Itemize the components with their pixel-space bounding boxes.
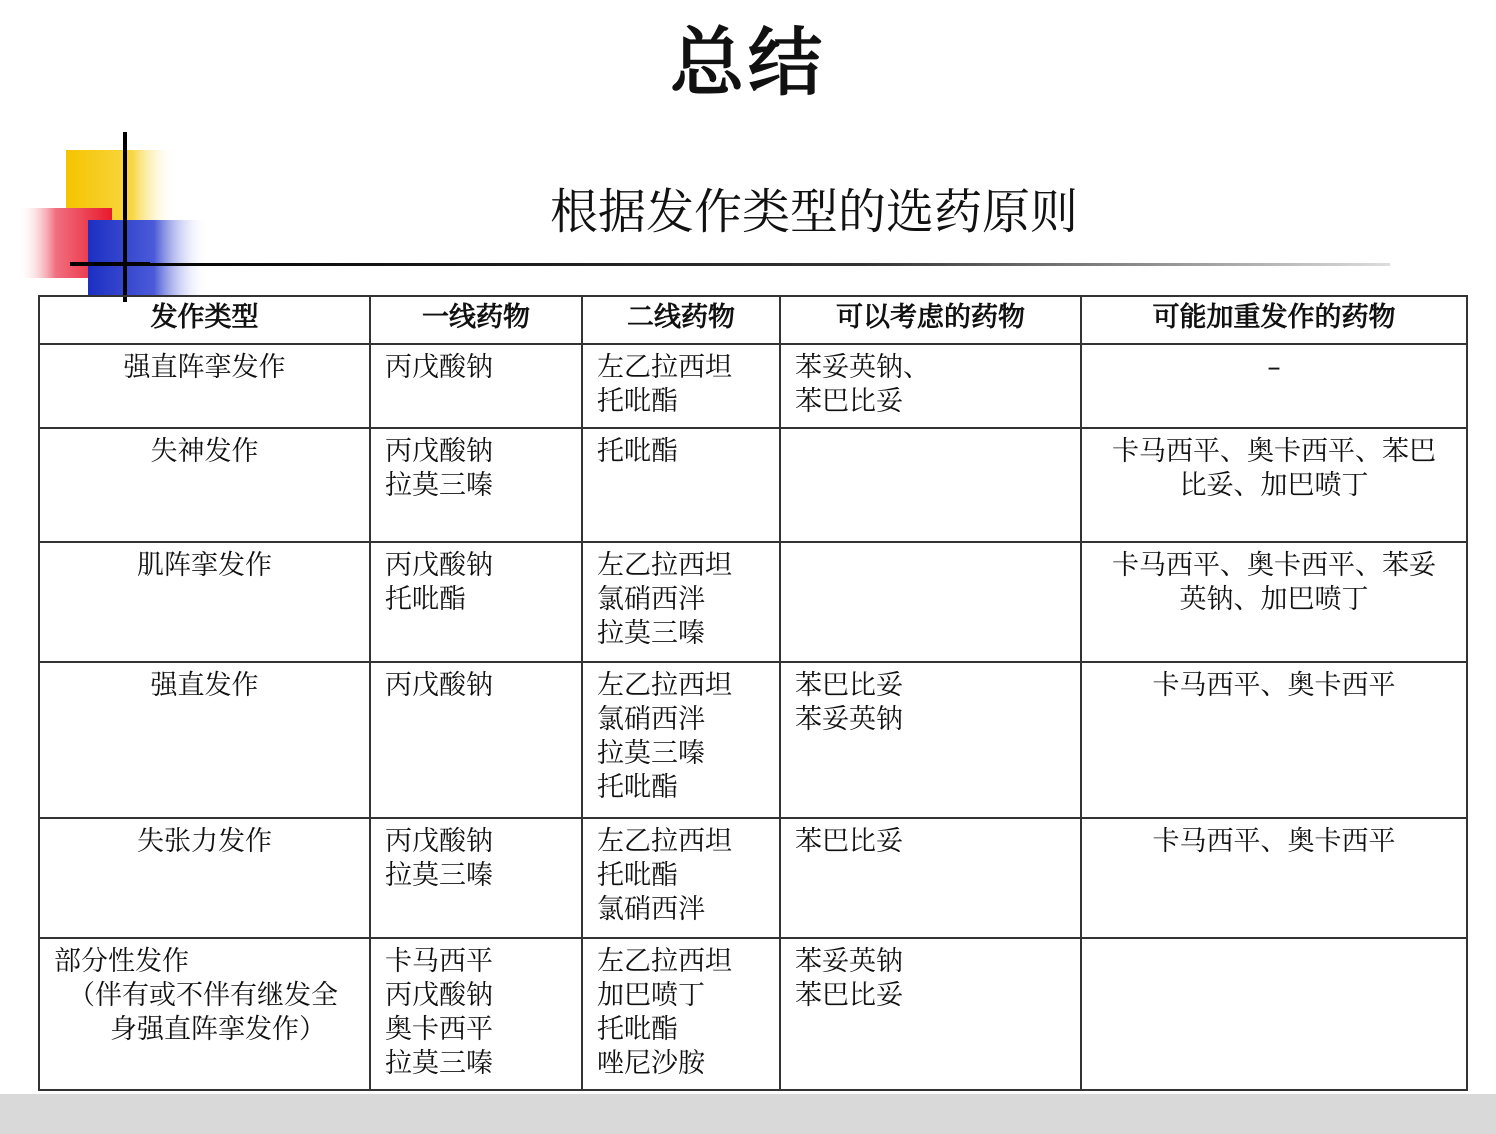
yellow-square xyxy=(66,150,176,245)
cell-text-line: 丙戊酸钠 xyxy=(385,980,493,1011)
cell-text-line: 托吡酯 xyxy=(597,1014,678,1045)
cell-may-worsen xyxy=(1081,938,1467,1090)
cell-text-line: 卡马西平、奥卡西平 xyxy=(1152,670,1396,701)
cell-text-line: – xyxy=(1267,352,1281,383)
cell-text-line: 苯巴比妥 xyxy=(795,980,903,1011)
cell-text-line: 苯妥英钠、 xyxy=(795,352,930,383)
cell-text-line: 丙戊酸钠 xyxy=(385,670,493,701)
cell-consider xyxy=(780,938,1081,1090)
table-row xyxy=(39,662,1467,818)
cell-text-line: 苯巴比妥 xyxy=(795,386,903,417)
cell-consider xyxy=(780,542,1081,662)
table-row xyxy=(39,428,1467,542)
cell-seizure-type xyxy=(39,542,370,662)
cell-may-worsen xyxy=(1081,662,1467,818)
slide-title: 总结 xyxy=(670,20,826,106)
header-divider xyxy=(70,263,1390,266)
vertical-rule xyxy=(123,132,127,302)
cell-text-line: 丙戊酸钠 xyxy=(385,550,493,581)
cell-text-line: 丙戊酸钠 xyxy=(385,826,493,857)
cell-second-line xyxy=(582,344,780,428)
cell-text-line: 比妥、加巴喷丁 xyxy=(1179,470,1369,501)
table-row xyxy=(39,818,1467,938)
cell-first-line xyxy=(370,662,582,818)
cell-first-line xyxy=(370,344,582,428)
cell-second-line xyxy=(582,542,780,662)
cell-text-line: 拉莫三嗪 xyxy=(597,618,705,649)
cell-text-line: 左乙拉西坦 xyxy=(597,670,732,701)
slide-subtitle: 根据发作类型的选药原则 xyxy=(550,184,1079,240)
cell-first-line xyxy=(370,818,582,938)
cell-text-line: 丙戊酸钠 xyxy=(385,352,493,383)
cell-text-line: 氯硝西泮 xyxy=(597,704,705,735)
table-row xyxy=(39,542,1467,662)
cell-second-line xyxy=(582,428,780,542)
cell-text-line: 托吡酯 xyxy=(597,436,678,467)
header-second-line: 二线药物 xyxy=(582,296,780,344)
cell-text-line: 部分性发作 xyxy=(54,946,189,977)
cell-text-line: 丙戊酸钠 xyxy=(385,436,493,467)
blue-square xyxy=(88,220,208,295)
cell-may-worsen xyxy=(1081,428,1467,542)
cell-consider xyxy=(780,428,1081,542)
cell-text-line: 左乙拉西坦 xyxy=(597,550,732,581)
cell-seizure-type xyxy=(39,938,370,1090)
cell-text-line: 唑尼沙胺 xyxy=(597,1048,705,1079)
red-square xyxy=(18,208,112,278)
cell-consider xyxy=(780,662,1081,818)
cell-text-line: 氯硝西泮 xyxy=(597,894,705,925)
cell-text-line: 强直发作 xyxy=(150,670,259,701)
cell-text-line: 肌阵挛发作 xyxy=(137,550,272,581)
cell-first-line xyxy=(370,428,582,542)
cell-text-line: 苯妥英钠 xyxy=(795,704,903,735)
bottom-bar xyxy=(0,1094,1496,1134)
cell-text-line: 失神发作 xyxy=(150,436,259,467)
cell-text-line: 拉莫三嗪 xyxy=(385,1048,493,1079)
drug-selection-table xyxy=(38,295,1468,1091)
cell-text-line: 左乙拉西坦 xyxy=(597,946,732,977)
cell-text-line: 强直阵挛发作 xyxy=(123,352,286,383)
cell-first-line xyxy=(370,542,582,662)
cell-text-line: 英钠、加巴喷丁 xyxy=(1179,584,1369,615)
cell-may-worsen xyxy=(1081,344,1467,428)
cell-text-line: 托吡酯 xyxy=(597,386,678,417)
cell-consider xyxy=(780,344,1081,428)
table-header-row xyxy=(39,296,1467,344)
cell-text-line: 苯妥英钠 xyxy=(795,946,903,977)
table-row xyxy=(39,344,1467,428)
cell-text-line: （伴有或不伴有继发全 xyxy=(68,980,338,1011)
header-first-line: 一线药物 xyxy=(370,296,582,344)
cell-text-line: 苯巴比妥 xyxy=(795,670,903,701)
cell-first-line xyxy=(370,938,582,1090)
header-may-worsen: 可能加重发作的药物 xyxy=(1081,296,1467,344)
cell-text-line: 左乙拉西坦 xyxy=(597,826,732,857)
cell-text-line: 托吡酯 xyxy=(597,772,678,803)
cell-seizure-type xyxy=(39,344,370,428)
cell-text-line: 身强直阵挛发作） xyxy=(110,1014,326,1045)
cell-text-line: 卡马西平 xyxy=(385,946,493,977)
cell-seizure-type xyxy=(39,662,370,818)
cell-second-line xyxy=(582,818,780,938)
cell-may-worsen xyxy=(1081,818,1467,938)
cell-seizure-type xyxy=(39,818,370,938)
header-consider: 可以考虑的药物 xyxy=(780,296,1081,344)
cell-text-line: 卡马西平、奥卡西平、苯巴 xyxy=(1112,436,1436,467)
cell-text-line: 拉莫三嗪 xyxy=(385,860,493,891)
cell-text-line: 氯硝西泮 xyxy=(597,584,705,615)
cell-may-worsen xyxy=(1081,542,1467,662)
cell-text-line: 托吡酯 xyxy=(385,584,466,615)
cell-text-line: 卡马西平、奥卡西平 xyxy=(1152,826,1396,857)
cell-text-line: 拉莫三嗪 xyxy=(597,738,705,769)
cell-text-line: 加巴喷丁 xyxy=(597,980,705,1011)
cell-second-line xyxy=(582,662,780,818)
cell-text-line: 拉莫三嗪 xyxy=(385,470,493,501)
cell-second-line xyxy=(582,938,780,1090)
cell-text-line: 奥卡西平 xyxy=(385,1014,493,1045)
cell-text-line: 失张力发作 xyxy=(137,826,272,857)
cell-text-line: 托吡酯 xyxy=(597,860,678,891)
cell-seizure-type xyxy=(39,428,370,542)
cell-text-line: 苯巴比妥 xyxy=(795,826,903,857)
cell-text-line: 卡马西平、奥卡西平、苯妥 xyxy=(1112,550,1436,581)
cell-text-line: 左乙拉西坦 xyxy=(597,352,732,383)
cell-consider xyxy=(780,818,1081,938)
header-seizure-type: 发作类型 xyxy=(39,296,370,344)
table-row xyxy=(39,938,1467,1090)
